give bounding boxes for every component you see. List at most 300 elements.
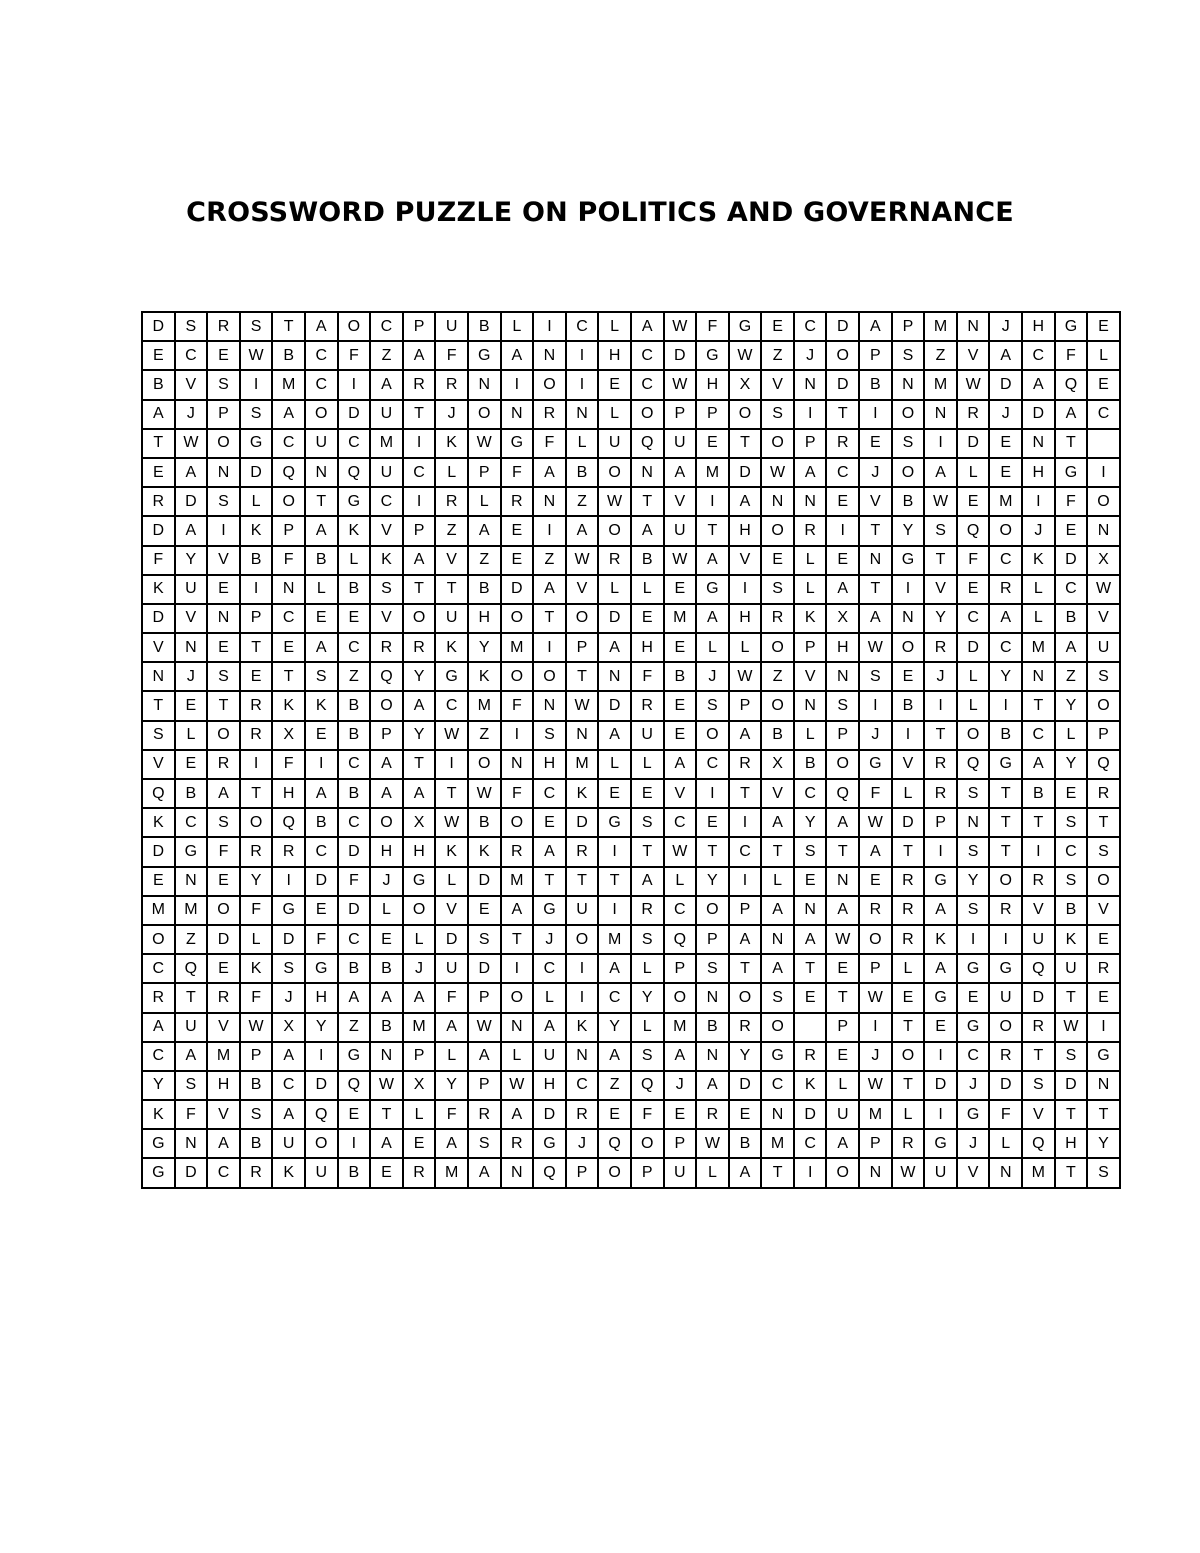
grid-cell: K xyxy=(272,691,305,720)
grid-cell: D xyxy=(826,312,859,341)
grid-cell: S xyxy=(957,837,990,866)
grid-cell: A xyxy=(468,1042,501,1071)
grid-cell: I xyxy=(403,487,436,516)
grid-cell: O xyxy=(403,896,436,925)
grid-cell: P xyxy=(1087,721,1120,750)
grid-cell: O xyxy=(696,896,729,925)
grid-cell: Y xyxy=(468,633,501,662)
grid-cell: F xyxy=(142,546,175,575)
grid-cell: B xyxy=(468,575,501,604)
grid-cell: O xyxy=(729,400,762,429)
grid-cell: T xyxy=(533,867,566,896)
grid-cell: E xyxy=(207,341,240,370)
grid-cell: N xyxy=(501,400,534,429)
grid-cell: A xyxy=(729,925,762,954)
grid-cell: U xyxy=(989,983,1022,1012)
grid-cell xyxy=(794,1013,827,1042)
grid-cell xyxy=(1087,429,1120,458)
grid-cell: T xyxy=(1022,1042,1055,1071)
grid-cell: C xyxy=(305,370,338,399)
grid-cell: I xyxy=(533,633,566,662)
grid-cell: C xyxy=(533,954,566,983)
grid-cell: C xyxy=(370,487,403,516)
grid-cell: R xyxy=(892,896,925,925)
grid-cell: F xyxy=(435,1100,468,1129)
grid-cell: M xyxy=(1022,633,1055,662)
grid-cell: G xyxy=(892,546,925,575)
grid-cell: V xyxy=(142,633,175,662)
grid-cell: U xyxy=(435,312,468,341)
grid-cell: E xyxy=(305,721,338,750)
grid-cell: T xyxy=(598,867,631,896)
grid-cell: K xyxy=(338,516,371,545)
grid-cell: C xyxy=(794,1129,827,1158)
grid-cell: B xyxy=(338,779,371,808)
grid-cell: J xyxy=(175,662,208,691)
grid-cell: I xyxy=(924,429,957,458)
grid-cell: T xyxy=(1087,1100,1120,1129)
grid-row xyxy=(142,808,1120,837)
grid-cell: A xyxy=(403,341,436,370)
grid-cell: T xyxy=(1055,1100,1088,1129)
grid-cell: K xyxy=(142,575,175,604)
grid-cell: E xyxy=(338,1100,371,1129)
grid-cell: B xyxy=(370,1013,403,1042)
grid-cell: P xyxy=(859,954,892,983)
grid-cell: Q xyxy=(1022,954,1055,983)
grid-cell: E xyxy=(305,896,338,925)
grid-row xyxy=(142,1042,1120,1071)
grid-cell: R xyxy=(598,546,631,575)
grid-cell: I xyxy=(859,1013,892,1042)
grid-cell: R xyxy=(240,691,273,720)
grid-cell: V xyxy=(566,575,599,604)
grid-cell: A xyxy=(370,779,403,808)
grid-cell: D xyxy=(664,341,697,370)
grid-cell: Q xyxy=(338,1071,371,1100)
grid-cell: N xyxy=(501,1158,534,1187)
grid-cell: J xyxy=(989,312,1022,341)
grid-cell: A xyxy=(631,867,664,896)
grid-cell: C xyxy=(338,808,371,837)
grid-row xyxy=(142,983,1120,1012)
grid-cell: C xyxy=(1055,575,1088,604)
grid-cell: G xyxy=(305,954,338,983)
grid-cell: J xyxy=(370,867,403,896)
grid-cell: F xyxy=(957,546,990,575)
grid-cell: R xyxy=(207,750,240,779)
grid-cell: X xyxy=(729,370,762,399)
grid-cell: D xyxy=(729,458,762,487)
grid-cell: U xyxy=(566,896,599,925)
grid-cell: Z xyxy=(924,341,957,370)
grid-cell: A xyxy=(272,400,305,429)
grid-cell: D xyxy=(501,575,534,604)
grid-cell: U xyxy=(1022,925,1055,954)
grid-cell: A xyxy=(631,516,664,545)
grid-cell: U xyxy=(1055,954,1088,983)
grid-cell: N xyxy=(1087,1071,1120,1100)
grid-cell: N xyxy=(761,487,794,516)
grid-cell: P xyxy=(664,400,697,429)
grid-cell: D xyxy=(142,516,175,545)
grid-cell: I xyxy=(501,370,534,399)
grid-cell: K xyxy=(566,1013,599,1042)
grid-cell: Q xyxy=(1055,370,1088,399)
grid-cell: W xyxy=(664,312,697,341)
grid-cell: L xyxy=(631,575,664,604)
grid-cell: W xyxy=(859,983,892,1012)
grid-cell: T xyxy=(240,779,273,808)
grid-cell: J xyxy=(859,458,892,487)
grid-cell: V xyxy=(664,487,697,516)
grid-cell: C xyxy=(142,954,175,983)
grid-cell: C xyxy=(272,429,305,458)
grid-cell: N xyxy=(696,1042,729,1071)
grid-cell: N xyxy=(272,575,305,604)
grid-cell: C xyxy=(1022,341,1055,370)
grid-cell: E xyxy=(1087,925,1120,954)
grid-cell: Z xyxy=(566,487,599,516)
grid-cell: B xyxy=(338,1158,371,1187)
grid-cell: L xyxy=(729,633,762,662)
grid-cell: B xyxy=(729,1129,762,1158)
grid-cell: M xyxy=(501,633,534,662)
grid-cell: A xyxy=(370,750,403,779)
grid-cell: S xyxy=(1022,1071,1055,1100)
grid-cell: M xyxy=(468,691,501,720)
grid-cell: O xyxy=(207,896,240,925)
grid-cell: L xyxy=(403,925,436,954)
grid-cell: G xyxy=(859,750,892,779)
grid-cell: L xyxy=(566,429,599,458)
grid-cell: L xyxy=(1022,604,1055,633)
grid-cell: X xyxy=(826,604,859,633)
grid-cell: F xyxy=(1055,487,1088,516)
grid-cell: O xyxy=(957,721,990,750)
grid-cell: U xyxy=(175,1013,208,1042)
grid-cell: R xyxy=(826,429,859,458)
grid-cell: H xyxy=(468,604,501,633)
grid-cell: U xyxy=(370,400,403,429)
grid-cell: I xyxy=(533,516,566,545)
grid-cell: A xyxy=(598,1042,631,1071)
grid-cell: S xyxy=(761,400,794,429)
grid-cell: Y xyxy=(1055,691,1088,720)
grid-cell: S xyxy=(794,837,827,866)
grid-cell: C xyxy=(338,750,371,779)
grid-cell: A xyxy=(175,1042,208,1071)
grid-cell: E xyxy=(240,662,273,691)
grid-cell: R xyxy=(957,400,990,429)
grid-cell: Q xyxy=(338,458,371,487)
grid-cell: A xyxy=(501,896,534,925)
grid-cell: E xyxy=(664,575,697,604)
grid-cell: Z xyxy=(761,341,794,370)
grid-cell: D xyxy=(533,1100,566,1129)
grid-cell: A xyxy=(1055,633,1088,662)
grid-cell: K xyxy=(794,1071,827,1100)
grid-cell: L xyxy=(892,779,925,808)
grid-cell: T xyxy=(403,400,436,429)
grid-cell: O xyxy=(598,516,631,545)
grid-cell: E xyxy=(142,458,175,487)
grid-cell: E xyxy=(1087,370,1120,399)
grid-cell: A xyxy=(1055,400,1088,429)
grid-cell: M xyxy=(924,370,957,399)
grid-cell: J xyxy=(859,1042,892,1071)
grid-cell: O xyxy=(566,925,599,954)
grid-cell: B xyxy=(696,1013,729,1042)
grid-cell: F xyxy=(631,662,664,691)
grid-cell: R xyxy=(403,370,436,399)
grid-cell: A xyxy=(533,1013,566,1042)
grid-cell: E xyxy=(501,546,534,575)
grid-cell: T xyxy=(989,837,1022,866)
grid-cell: M xyxy=(989,487,1022,516)
grid-cell: Q xyxy=(631,429,664,458)
grid-cell: O xyxy=(207,721,240,750)
grid-cell: S xyxy=(142,721,175,750)
grid-cell: N xyxy=(957,808,990,837)
grid-row xyxy=(142,516,1120,545)
grid-cell: V xyxy=(142,750,175,779)
grid-cell: L xyxy=(892,1100,925,1129)
grid-cell: V xyxy=(794,662,827,691)
grid-cell: G xyxy=(533,1129,566,1158)
grid-cell: U xyxy=(533,1042,566,1071)
grid-cell: T xyxy=(403,575,436,604)
grid-cell: A xyxy=(1022,370,1055,399)
grid-cell: O xyxy=(631,1129,664,1158)
grid-cell: C xyxy=(989,546,1022,575)
grid-cell: A xyxy=(1022,750,1055,779)
grid-cell: G xyxy=(989,750,1022,779)
grid-cell: S xyxy=(240,312,273,341)
grid-cell: A xyxy=(924,954,957,983)
grid-cell: B xyxy=(794,750,827,779)
grid-cell: U xyxy=(1087,633,1120,662)
grid-cell: T xyxy=(566,867,599,896)
grid-cell: O xyxy=(696,721,729,750)
grid-cell: J xyxy=(1022,516,1055,545)
grid-cell: J xyxy=(175,400,208,429)
grid-cell: K xyxy=(468,837,501,866)
grid-cell: V xyxy=(957,1158,990,1187)
grid-cell: C xyxy=(957,1042,990,1071)
grid-cell: T xyxy=(1087,808,1120,837)
grid-cell: P xyxy=(272,516,305,545)
grid-cell: Q xyxy=(272,458,305,487)
grid-cell: N xyxy=(826,662,859,691)
grid-cell: N xyxy=(175,633,208,662)
grid-cell: M xyxy=(435,1158,468,1187)
grid-cell: E xyxy=(207,954,240,983)
grid-cell: L xyxy=(175,721,208,750)
grid-cell: P xyxy=(696,400,729,429)
grid-row xyxy=(142,312,1120,341)
grid-cell: Y xyxy=(142,1071,175,1100)
grid-cell: G xyxy=(501,429,534,458)
grid-cell: P xyxy=(826,1013,859,1042)
grid-cell: S xyxy=(240,1100,273,1129)
grid-cell: A xyxy=(761,896,794,925)
grid-cell: N xyxy=(989,1158,1022,1187)
grid-cell: W xyxy=(566,691,599,720)
grid-cell: R xyxy=(989,575,1022,604)
grid-cell: F xyxy=(175,1100,208,1129)
grid-cell: B xyxy=(892,691,925,720)
grid-cell: V xyxy=(1087,604,1120,633)
grid-cell: T xyxy=(729,954,762,983)
grid-cell: O xyxy=(989,867,1022,896)
grid-cell: A xyxy=(664,750,697,779)
grid-cell: A xyxy=(859,837,892,866)
grid-cell: G xyxy=(1055,458,1088,487)
grid-cell: P xyxy=(240,604,273,633)
grid-cell: O xyxy=(305,400,338,429)
grid-cell: S xyxy=(207,808,240,837)
grid-cell: P xyxy=(664,1129,697,1158)
grid-cell: S xyxy=(468,925,501,954)
grid-cell: P xyxy=(696,925,729,954)
grid-cell: E xyxy=(957,487,990,516)
grid-cell: A xyxy=(696,546,729,575)
grid-cell: P xyxy=(403,1042,436,1071)
grid-cell: U xyxy=(924,1158,957,1187)
grid-cell: D xyxy=(468,867,501,896)
grid-cell: L xyxy=(794,575,827,604)
grid-cell: R xyxy=(1022,1013,1055,1042)
grid-row xyxy=(142,546,1120,575)
grid-cell: A xyxy=(859,604,892,633)
grid-cell: A xyxy=(338,983,371,1012)
grid-cell: E xyxy=(403,1129,436,1158)
grid-cell: S xyxy=(175,312,208,341)
grid-cell: L xyxy=(598,575,631,604)
grid-cell: Q xyxy=(957,516,990,545)
grid-cell: N xyxy=(696,983,729,1012)
grid-cell: N xyxy=(370,1042,403,1071)
grid-cell: E xyxy=(142,867,175,896)
grid-cell: N xyxy=(794,896,827,925)
grid-cell: A xyxy=(435,1013,468,1042)
grid-cell: B xyxy=(305,808,338,837)
grid-cell: R xyxy=(696,1100,729,1129)
grid-cell: Y xyxy=(240,867,273,896)
grid-cell: C xyxy=(338,429,371,458)
grid-cell: J xyxy=(403,954,436,983)
grid-cell: W xyxy=(859,633,892,662)
grid-cell: E xyxy=(859,867,892,896)
grid-cell: S xyxy=(468,1129,501,1158)
grid-cell: F xyxy=(501,458,534,487)
grid-cell: A xyxy=(370,983,403,1012)
grid-cell: S xyxy=(305,662,338,691)
grid-cell: C xyxy=(989,633,1022,662)
grid-cell: G xyxy=(1087,1042,1120,1071)
grid-cell: A xyxy=(533,837,566,866)
grid-cell: W xyxy=(859,1071,892,1100)
grid-cell: W xyxy=(664,370,697,399)
grid-cell: N xyxy=(566,721,599,750)
grid-cell: R xyxy=(468,1100,501,1129)
grid-row xyxy=(142,954,1120,983)
grid-cell: Q xyxy=(598,1129,631,1158)
grid-cell: I xyxy=(566,983,599,1012)
grid-cell: L xyxy=(892,954,925,983)
grid-cell: F xyxy=(501,779,534,808)
grid-cell: F xyxy=(1055,341,1088,370)
grid-cell: C xyxy=(533,779,566,808)
grid-cell: S xyxy=(696,691,729,720)
grid-cell: I xyxy=(338,370,371,399)
grid-row xyxy=(142,604,1120,633)
grid-row xyxy=(142,896,1120,925)
grid-cell: U xyxy=(826,1100,859,1129)
grid-cell: D xyxy=(598,691,631,720)
grid-cell: G xyxy=(1055,312,1088,341)
grid-cell: C xyxy=(207,1158,240,1187)
grid-cell: R xyxy=(566,837,599,866)
grid-cell: I xyxy=(729,867,762,896)
grid-cell: X xyxy=(272,1013,305,1042)
grid-cell: T xyxy=(892,1013,925,1042)
grid-cell: O xyxy=(826,750,859,779)
grid-cell: S xyxy=(207,487,240,516)
grid-cell: T xyxy=(305,487,338,516)
grid-cell: T xyxy=(696,837,729,866)
grid-cell: W xyxy=(957,370,990,399)
grid-cell: J xyxy=(566,1129,599,1158)
grid-cell: C xyxy=(1087,400,1120,429)
grid-row xyxy=(142,867,1120,896)
grid-cell: O xyxy=(664,983,697,1012)
grid-cell: C xyxy=(761,1071,794,1100)
grid-cell: E xyxy=(664,633,697,662)
grid-cell: I xyxy=(696,487,729,516)
grid-cell: R xyxy=(924,633,957,662)
grid-cell: N xyxy=(892,604,925,633)
grid-cell: Z xyxy=(468,721,501,750)
grid-cell: U xyxy=(664,516,697,545)
grid-cell: Y xyxy=(696,867,729,896)
grid-cell: R xyxy=(207,312,240,341)
grid-cell: I xyxy=(924,837,957,866)
grid-cell: Y xyxy=(305,1013,338,1042)
grid-cell: A xyxy=(501,341,534,370)
grid-cell: R xyxy=(924,779,957,808)
grid-cell: E xyxy=(859,429,892,458)
grid-cell: M xyxy=(272,370,305,399)
grid-cell: C xyxy=(175,341,208,370)
grid-cell: T xyxy=(826,983,859,1012)
grid-cell: J xyxy=(272,983,305,1012)
grid-cell: S xyxy=(1087,1158,1120,1187)
grid-cell: T xyxy=(240,633,273,662)
grid-cell: C xyxy=(631,341,664,370)
grid-cell: L xyxy=(501,312,534,341)
grid-cell: T xyxy=(631,837,664,866)
grid-cell: Y xyxy=(435,1071,468,1100)
grid-cell: A xyxy=(566,516,599,545)
grid-cell: A xyxy=(696,604,729,633)
grid-cell: T xyxy=(175,983,208,1012)
grid-cell: W xyxy=(924,487,957,516)
grid-cell: A xyxy=(142,1013,175,1042)
grid-cell: A xyxy=(533,575,566,604)
grid-cell: Q xyxy=(826,779,859,808)
